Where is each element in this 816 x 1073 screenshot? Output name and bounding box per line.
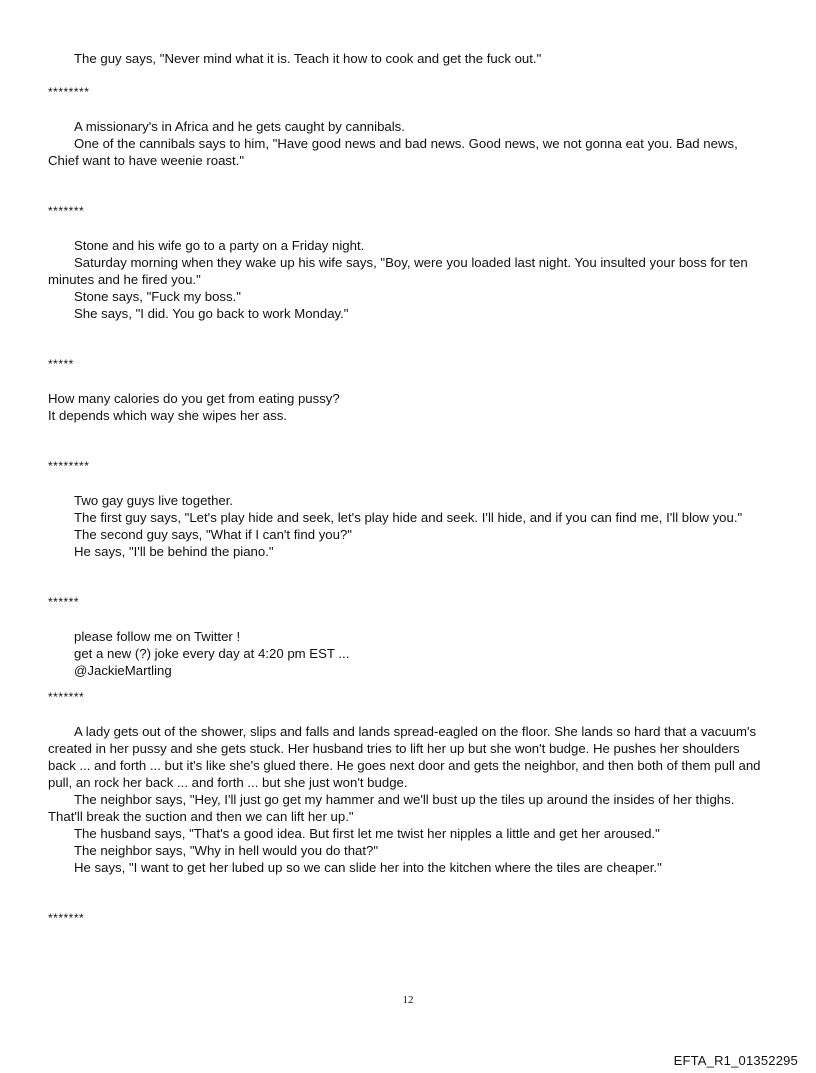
- paragraph: The neighbor says, "Why in hell would you do that?": [74, 843, 379, 858]
- paragraph: She says, "I did. You go back to work Monday.": [74, 306, 349, 321]
- separator: *******: [48, 690, 85, 704]
- paragraph: One of the cannibals says to him, "Have good news and bad news. Good news, we not gonna eat you. Bad news, Chief want to have weenie roast.": [48, 136, 738, 168]
- separator: *******: [48, 911, 85, 925]
- paragraph: get a new (?) joke every day at 4:20 pm EST ...: [74, 646, 350, 661]
- paragraph: Two gay guys live together.: [74, 493, 234, 508]
- separator: *******: [48, 204, 85, 218]
- paragraph: Saturday morning when they wake up his wife says, "Boy, were you loaded last night. You insulted your boss for ten minutes and he fired you.": [48, 255, 748, 287]
- paragraph: The husband says, "That's a good idea. But first let me twist her nipples a little and get her aroused.": [74, 826, 660, 841]
- twitter-handle: @JackieMartling: [74, 663, 172, 678]
- separator: ********: [48, 85, 90, 99]
- paragraph: A lady gets out of the shower, slips and falls and lands spread-eagled on the floor. She lands so hard that a vacuum's created in her pussy and she gets stuck. Her husband tries to lift her up but she won't budge. He pushes her shoulders back ... and forth ... but it's like she's glued there. He goes next door and gets the neighbor, and then both of them pull and pull, an rock her back ... and forth ... but she just won't budge.: [48, 724, 761, 790]
- paragraph: A missionary's in Africa and he gets caught by cannibals.: [74, 119, 405, 134]
- paragraph: He says, "I want to get her lubed up so we can slide her into the kitchen where the tiles are cheaper.": [74, 860, 662, 875]
- paragraph: It depends which way she wipes her ass.: [48, 408, 287, 423]
- document-body: [48, 50, 768, 927]
- separator: ********: [48, 459, 90, 473]
- document-id: EFTA_R1_01352295: [673, 1053, 798, 1068]
- paragraph: please follow me on Twitter !: [74, 629, 241, 644]
- paragraph: The neighbor says, "Hey, I'll just go get my hammer and we'll bust up the tiles up around the insides of her thighs. That'll break the suction and then we can lift her up.": [48, 792, 735, 824]
- paragraph: How many calories do you get from eating pussy?: [48, 391, 340, 406]
- paragraph: Stone and his wife go to a party on a Friday night.: [74, 238, 365, 253]
- paragraph: Stone says, "Fuck my boss.": [74, 289, 241, 304]
- paragraph: He says, "I'll be behind the piano.": [74, 544, 274, 559]
- paragraph: The first guy says, "Let's play hide and seek, let's play hide and seek. I'll hide, and if you can find me, I'll blow you.": [74, 510, 743, 525]
- separator: ******: [48, 595, 80, 609]
- page-number: 12: [402, 994, 414, 1006]
- paragraph: The guy says, "Never mind what it is. Teach it how to cook and get the fuck out.": [74, 51, 542, 66]
- paragraph: The second guy says, "What if I can't find you?": [74, 527, 352, 542]
- separator: *****: [48, 357, 74, 371]
